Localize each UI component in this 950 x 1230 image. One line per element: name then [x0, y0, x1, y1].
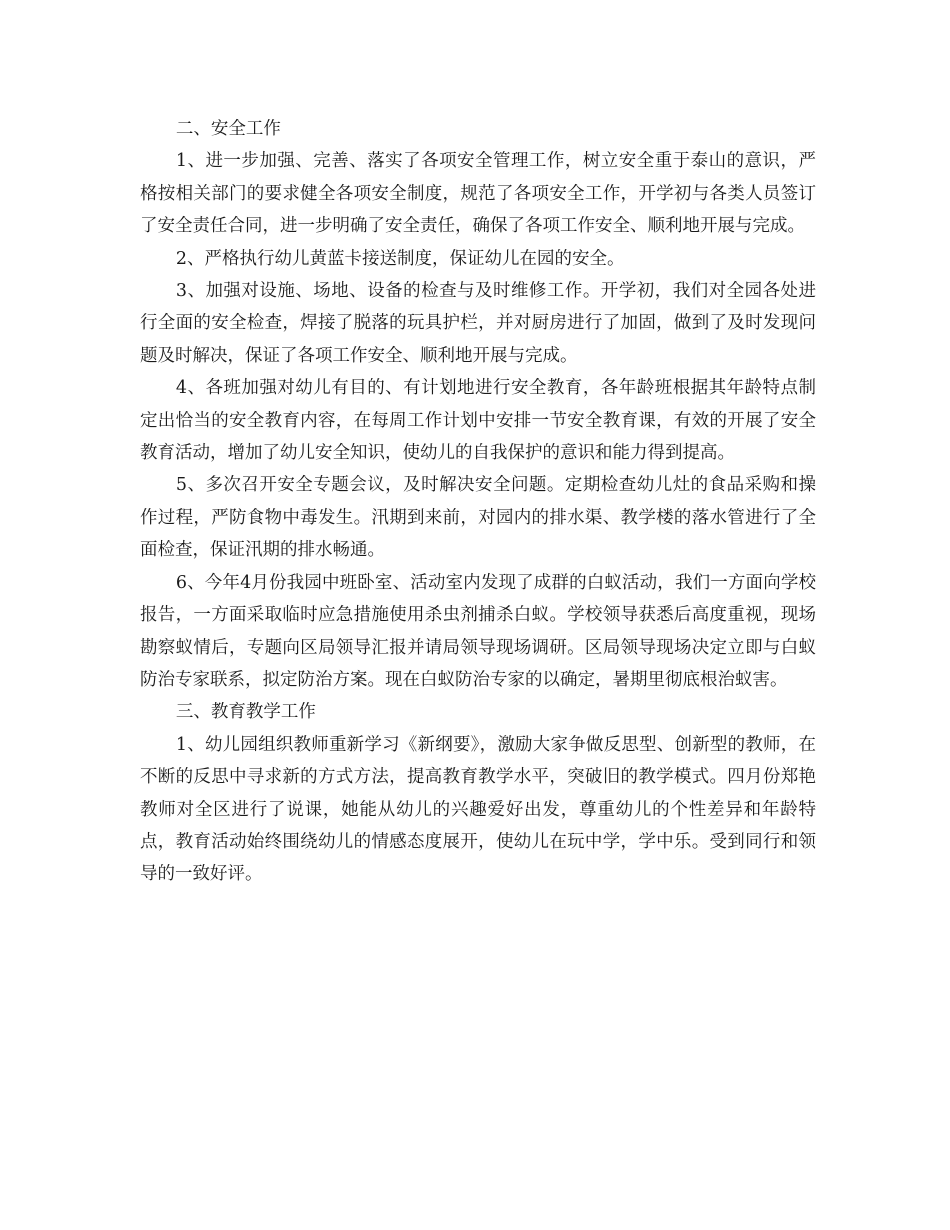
paragraph-education-1: 1、幼儿园组织教师重新学习《新纲要》，激励大家争做反思型、创新型的教师，在不断的反思中寻求新的方式方法，提高教育教学水平，突破旧的教学模式。四月份郑艳教师对全区进行了说课，她能从幼儿的兴趣爱好出发，尊重幼儿的个性差异和年龄特点，教育活动始终围绕幼儿的情感态度展开，使幼儿在玩中学，学中乐。受到同行和领导的一致好评。 [140, 734, 816, 885]
section-heading-safety: 二、安全工作 [175, 119, 281, 139]
section-heading-education: 三、教育教学工作 [175, 702, 316, 723]
paragraph-safety-3: 3、加强对设施、场地、设备的检查与及时维修工作。开学初，我们对全园各处进行全面的安全检查，焊接了脱落的玩具护栏，并对厨房进行了加固，做到了及时发现问题及时解决，保证了各项工作安全、顺利地开展与完成。 [140, 281, 816, 366]
paragraph-safety-6: 6、今年4月份我园中班卧室、活动室内发现了成群的白蚁活动，我们一方面向学校报告，一方面采取临时应急措施使用杀虫剂捕杀白蚁。学校领导获悉后高度重视，现场勘察蚁情后，专题向区局领导汇报并请局领导现场调研。区局领导现场决定立即与白蚁防治专家联系，拟定防治方案。现在白蚁防治专家的以确定，暑期里彻底根治蚁害。 [140, 572, 816, 690]
document-body [140, 113, 816, 891]
paragraph-safety-5: 5、多次召开安全专题会议，及时解决安全问题。定期检查幼儿灶的食品采购和操作过程，严防食物中毒发生。汛期到来前，对园内的排水渠、教学楼的落水管进行了全面检查，保证汛期的排水畅通。 [140, 475, 816, 561]
paragraph-safety-2: 2、严格执行幼儿黄蓝卡接送制度，保证幼儿在园的安全。 [175, 248, 625, 269]
paragraph-safety-4: 4、各班加强对幼儿有目的、有计划地进行安全教育，各年龄班根据其年龄特点制定出恰当的安全教育内容，在每周工作计划中安排一节安全教育课，有效的开展了安全教育活动，增加了幼儿安全知识，使幼儿的自我保护的意识和能力得到提高。 [140, 378, 816, 464]
paragraph-safety-1: 1、进一步加强、完善、落实了各项安全管理工作，树立安全重于泰山的意识，严格按相关部门的要求健全各项安全制度，规范了各项安全工作，开学初与各类人员签订了安全责任合同，进一步明确了安全责任，确保了各项工作安全、顺利地开展与完成。 [140, 151, 816, 237]
